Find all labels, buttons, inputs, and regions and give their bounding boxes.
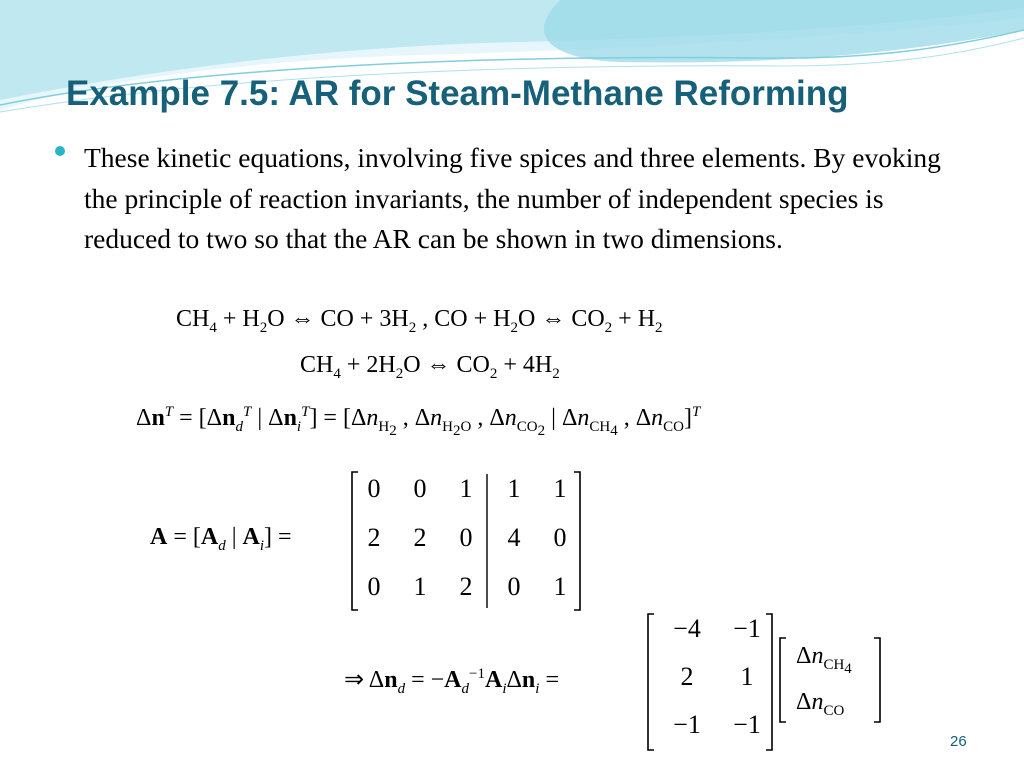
matrix-A-cell: 1 — [507, 474, 521, 503]
matrix-A-cell: 0 — [553, 523, 567, 552]
matrix-A-cell: 2 — [459, 572, 473, 601]
matrix-A-cell: 0 — [367, 474, 381, 503]
matrix-A-cell: 0 — [367, 572, 381, 601]
reaction-equation-1: $CH_4 + H_2O$ ⇔ CO + $3H_2$ , CO + $H_2O$ ⇔ $CO_2 + H_2$ — [176, 306, 663, 336]
vector-delta-n-ch4: $\Delta n_{CH_4}$ — [796, 643, 852, 677]
matrix-M-cell: −1 — [733, 710, 761, 739]
bullet-text: These kinetic equations, involving five spices and three elements. By evoking the principle of reaction invariants, the number of independent species is reduced to two so that the AR can be shown in two dimensions. — [84, 142, 941, 254]
matrix-M-cell: 2 — [680, 662, 694, 691]
matrix-A-cell: 4 — [507, 523, 521, 552]
matrix-A-cell: 0 — [459, 523, 473, 552]
delta-n-definition: $\Delta n^T = [\Delta n_d^T$ | $\Delta n_i^T] = [\Delta n_{H_2}$ , $\Delta n_{H_2O}$ , $\Delta n_{CO_2}$ | $\Delta n_{CH_4}$ , $\Delta n_{CO}]^T$ — [136, 404, 701, 439]
matrix-A-cell: 1 — [413, 572, 427, 601]
matrix-M-cell: −1 — [673, 710, 701, 739]
page-number: 26 — [950, 733, 967, 750]
slide-title: Example 7.5: AR for Steam-Methane Reforming — [66, 74, 849, 113]
matrix-A-cell: 1 — [459, 474, 473, 503]
matrix-A-cell: 2 — [413, 523, 427, 552]
matrix-M-cell: −1 — [733, 614, 761, 643]
matrix-A-label: $A = [A_d$ | $A_i$] = — [150, 524, 292, 554]
reaction-equation-2: $CH_4 + 2H_2O$ ⇔ $CO_2 + 4H_2$ — [300, 352, 560, 382]
matrix-A-cell: 1 — [553, 474, 567, 503]
delta-nd-equation: ⇒ $\Delta n_d = -A_d^{-1}A_i\Delta n_i$ = — [344, 666, 559, 697]
matrix-M-cell: −4 — [673, 614, 701, 643]
matrix-A-cell: 1 — [553, 572, 567, 601]
bullet-icon — [55, 146, 65, 156]
matrix-A-cell: 0 — [507, 572, 521, 601]
matrix-A-cell: 0 — [413, 474, 427, 503]
matrix-A-cell: 2 — [367, 523, 381, 552]
matrix-M-cell: 1 — [740, 662, 754, 691]
vector-delta-n-co: $\Delta n_{CO}$ — [796, 689, 845, 719]
